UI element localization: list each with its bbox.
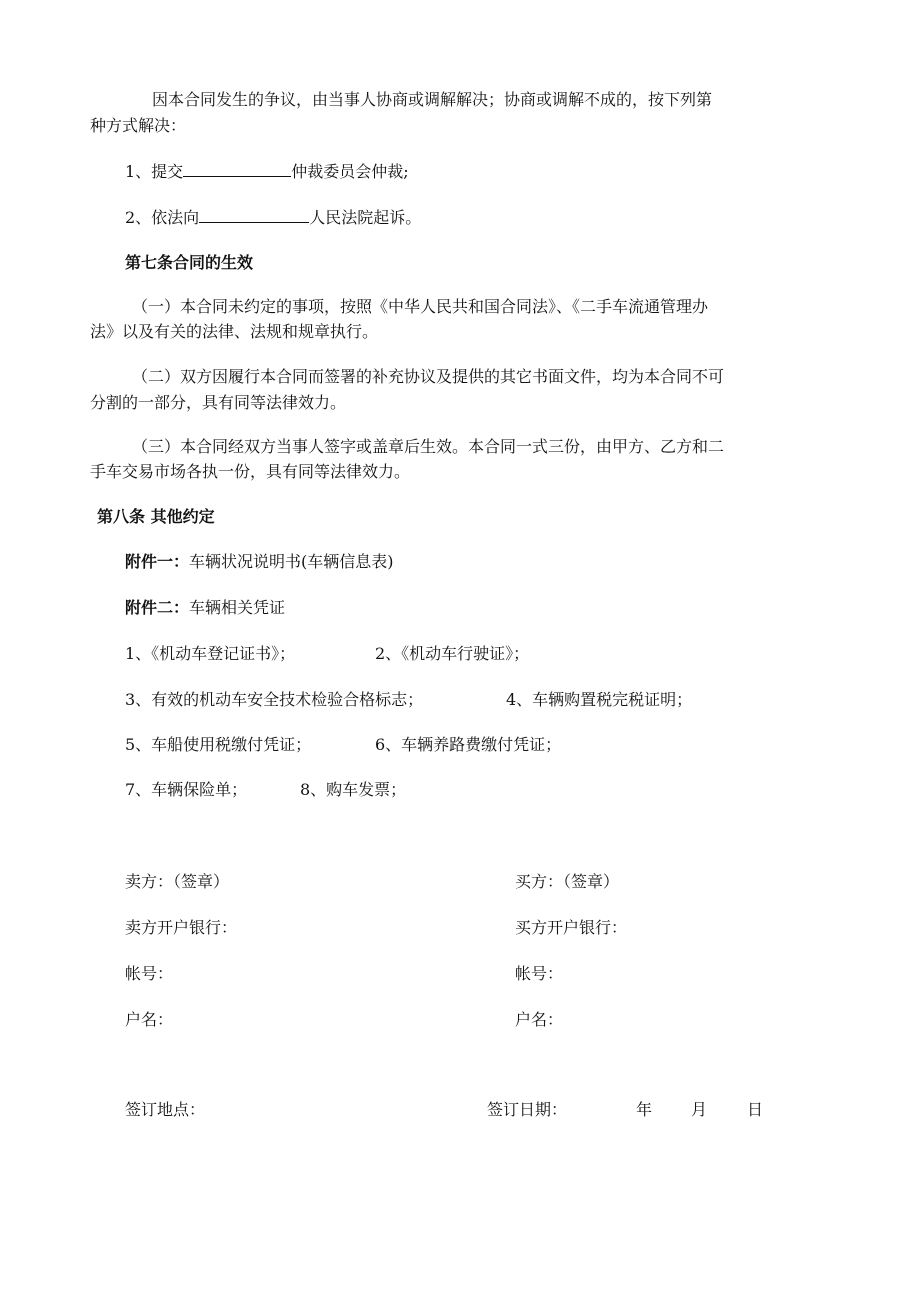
list-item: 2、《机动车行驶证》；	[375, 644, 530, 663]
annex-2-text: 车辆相关凭证	[189, 598, 286, 617]
seller-account-label: 帐号：	[125, 964, 174, 983]
article7-p1-line1: （一）本合同未约定的事项，按照《中华人民共和国合同法》、《二手车流通管理办	[132, 297, 709, 316]
annex-1	[125, 552, 394, 572]
buyer-account-label: 帐号：	[515, 964, 564, 983]
dispute-option-1	[125, 160, 409, 182]
buyer-name-label: 户名：	[515, 1010, 564, 1029]
option-1-suffix: 仲裁委员会仲裁;	[291, 162, 409, 181]
seller-name-label: 户名：	[125, 1010, 174, 1029]
article7-p2-line2: 分割的一部分，具有同等法律效力。	[90, 393, 347, 412]
arbitration-blank	[183, 160, 291, 177]
article7-p2-line1: （二）双方因履行本合同而签署的补充协议及提供的其它书面文件，均为本合同不可	[132, 367, 725, 386]
list-item: 1、《机动车登记证书》；	[125, 644, 296, 663]
list-item: 4、车辆购置税完税证明；	[506, 690, 693, 709]
list-item: 6、车辆养路费缴付凭证；	[375, 735, 562, 754]
dispute-option-2	[125, 206, 421, 228]
date-day-label: 日	[747, 1100, 764, 1119]
annex-1-text: 车辆状况说明书(车辆信息表)	[189, 552, 394, 571]
article7-heading: 第七条合同的生效	[125, 253, 254, 272]
seller-signature: 卖方：（签章）	[125, 872, 230, 891]
signing-place-label: 签订地点：	[125, 1100, 206, 1119]
list-item: 8、购车发票；	[300, 780, 407, 799]
dispute-intro-line2: 种方式解决：	[90, 116, 187, 135]
annex-1-label: 附件一：	[125, 552, 190, 571]
annex-2	[125, 598, 285, 618]
option-2-prefix: 2、依法向	[125, 208, 200, 227]
article7-p3-line1: （三）本合同经双方当事人签字或盖章后生效。本合同一式三份，由甲方、乙方和二	[132, 437, 725, 456]
buyer-bank-label: 买方开户银行：	[515, 918, 628, 937]
list-item: 7、车辆保险单；	[125, 780, 248, 799]
list-item: 3、有效的机动车安全技术检验合格标志；	[125, 690, 424, 709]
court-blank	[199, 206, 309, 223]
article8-heading: 第八条 其他约定	[97, 507, 215, 526]
date-month-label: 月	[691, 1100, 708, 1119]
list-item: 5、车船使用税缴付凭证；	[125, 735, 312, 754]
buyer-signature: 买方：（签章）	[515, 872, 620, 891]
seller-bank-label: 卖方开户银行：	[125, 918, 238, 937]
article7-p3-line2: 手车交易市场各执一份，具有同等法律效力。	[90, 462, 411, 481]
article7-p1-line2: 法》以及有关的法律、法规和规章执行。	[90, 322, 379, 341]
option-2-suffix: 人民法院起诉。	[309, 208, 422, 227]
annex-2-label: 附件二：	[125, 598, 190, 617]
dispute-intro-line1: 因本合同发生的争议，由当事人协商或调解解决；协商或调解不成的，按下列第	[152, 90, 713, 109]
option-1-prefix: 1、提交	[125, 162, 184, 181]
signing-date-label: 签订日期：	[487, 1100, 568, 1119]
date-year-label: 年	[636, 1100, 653, 1119]
